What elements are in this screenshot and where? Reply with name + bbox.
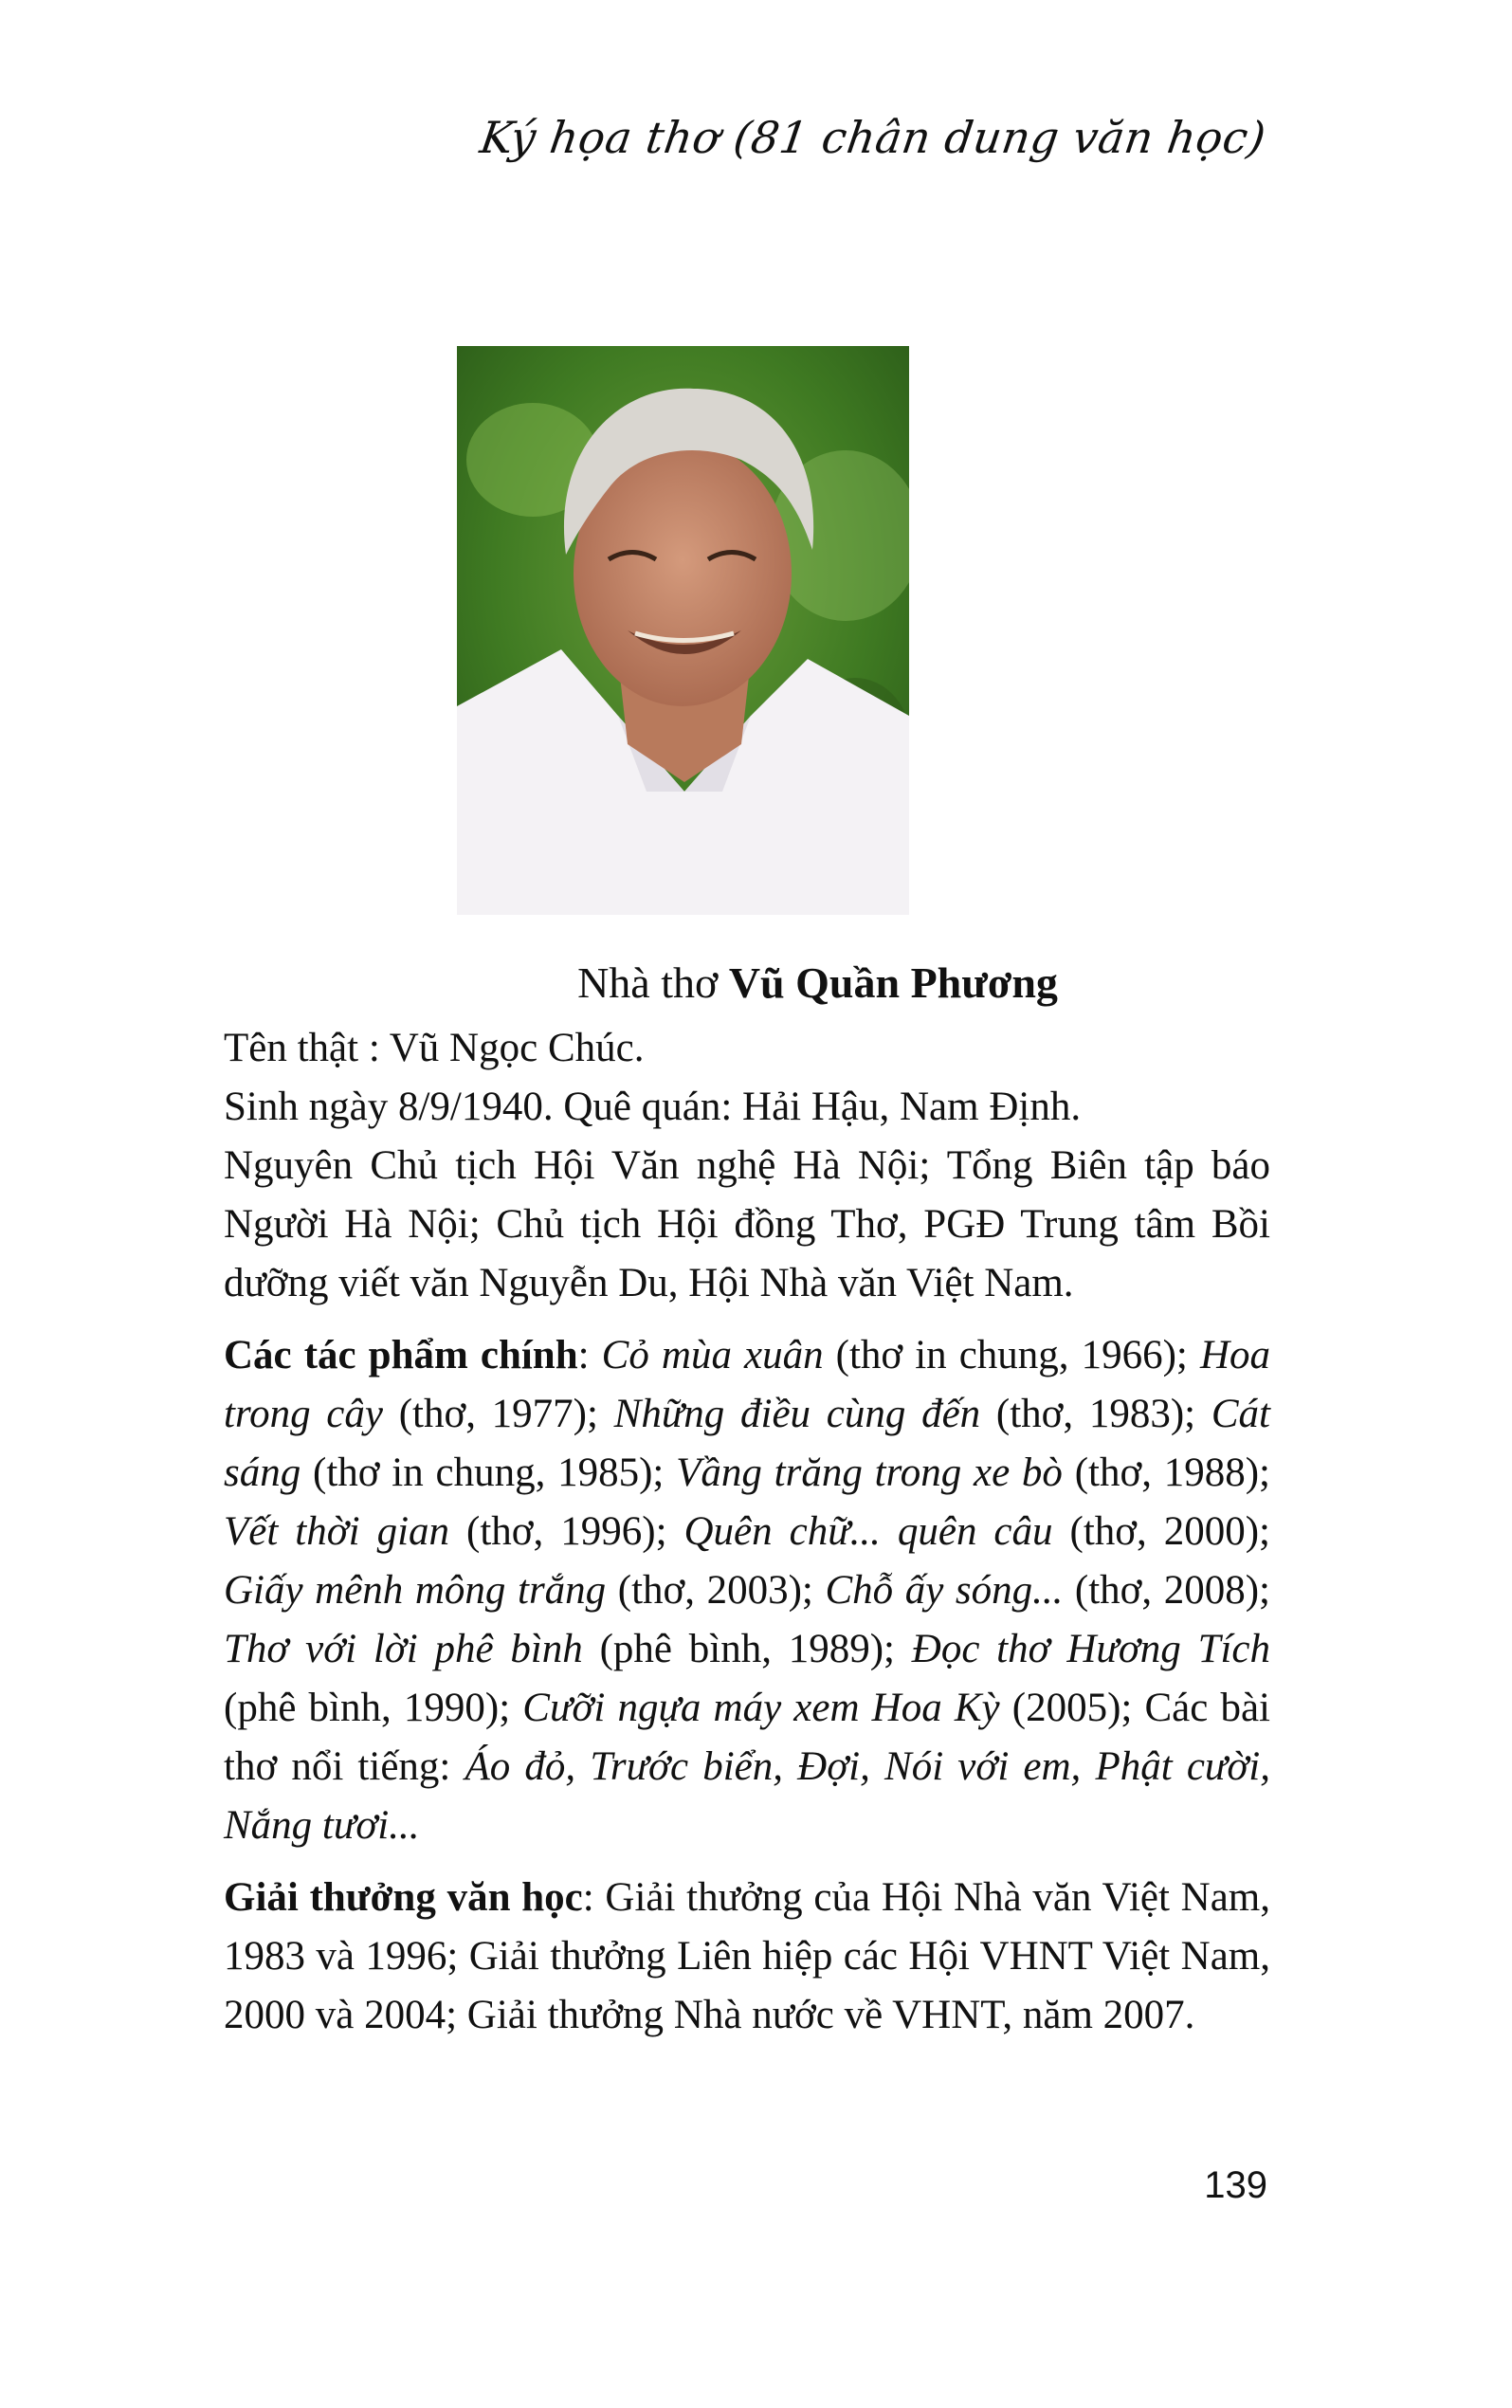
work-title: Quên chữ... quên câu bbox=[683, 1509, 1053, 1554]
works-paragraph bbox=[224, 1326, 1270, 1855]
author-biography bbox=[224, 1019, 1270, 2045]
page-number: 139 bbox=[1204, 2164, 1267, 2206]
author-heading-prefix: Nhà thơ bbox=[577, 958, 729, 1007]
work-note: (thơ, 1988); bbox=[1062, 1450, 1270, 1495]
portrait-illustration bbox=[457, 346, 909, 915]
author-portrait bbox=[457, 346, 909, 915]
author-name: Vũ Quần Phương bbox=[728, 958, 1058, 1007]
work-note: (thơ, 2003); bbox=[606, 1568, 826, 1613]
work-title: Hoa trong cây bbox=[224, 1333, 1270, 1436]
work-title: Cát sáng bbox=[224, 1392, 1270, 1495]
work-title: Giấy mênh mông trắng bbox=[224, 1568, 607, 1613]
author-heading bbox=[0, 958, 1512, 1008]
birth-info: Sinh ngày 8/9/1940. Quê quán: Hải Hậu, Nam Định. bbox=[224, 1085, 1082, 1129]
work-title: Cưỡi ngựa máy xem Hoa Kỳ bbox=[522, 1686, 1000, 1730]
work-note: (thơ, 1983); bbox=[980, 1392, 1211, 1436]
works-label: Các tác phẩm chính bbox=[224, 1333, 578, 1377]
awards-label: Giải thưởng văn học bbox=[224, 1875, 583, 1920]
work-note: (2005); bbox=[999, 1686, 1145, 1730]
awards-paragraph bbox=[224, 1869, 1270, 2045]
work-title: Đọc thơ Hương Tích bbox=[911, 1627, 1271, 1671]
famous-poems-label: Các bài thơ nổi tiếng: bbox=[224, 1686, 1271, 1789]
work-title: Vết thời gian bbox=[224, 1509, 450, 1554]
running-header: Ký họa thơ (81 chân dung văn học) bbox=[477, 112, 1269, 163]
work-title: Thơ với lời phê bình bbox=[224, 1627, 583, 1671]
work-note: (thơ, 2000); bbox=[1052, 1509, 1270, 1554]
famous-poems: Áo đỏ, Trước biển, Đợi, Nói với em, Phật cười, Nắng tươi... bbox=[224, 1744, 1271, 1848]
positions: Nguyên Chủ tịch Hội Văn nghệ Hà Nội; Tổng Biên tập báo Người Hà Nội; Chủ tịch Hội đồng Thơ, PGĐ Trung tâm Bồi dưỡng viết văn Nguyễn Du, Hội Nhà văn Việt Nam. bbox=[224, 1143, 1270, 1305]
work-note: (phê bình, 1990); bbox=[224, 1686, 523, 1730]
real-name: Tên thật : Vũ Ngọc Chúc. bbox=[224, 1026, 645, 1070]
work-note: (thơ, 1996); bbox=[449, 1509, 684, 1554]
work-note: (phê bình, 1989); bbox=[582, 1627, 912, 1671]
work-note: (thơ, 1977); bbox=[382, 1392, 614, 1436]
work-note: (thơ, 2008); bbox=[1063, 1568, 1271, 1613]
works-colon: : bbox=[577, 1333, 602, 1377]
work-title: Những điều cùng đến bbox=[613, 1392, 981, 1436]
work-title: Chỗ ấy sóng... bbox=[825, 1568, 1064, 1613]
work-title: Vầng trăng trong xe bò bbox=[676, 1450, 1063, 1495]
work-title: Cỏ mùa xuân bbox=[601, 1333, 824, 1377]
awards-text: : Giải thưởng của Hội Nhà văn Việt Nam, 1983 và 1996; Giải thưởng Liên hiệp các Hội VHNT Việt Nam, 2000 và 2004; Giải thưởng Nhà nước về VHNT, năm 2007. bbox=[224, 1875, 1270, 2037]
work-note: (thơ in chung, 1985); bbox=[301, 1450, 677, 1495]
work-note: (thơ in chung, 1966); bbox=[823, 1333, 1200, 1377]
